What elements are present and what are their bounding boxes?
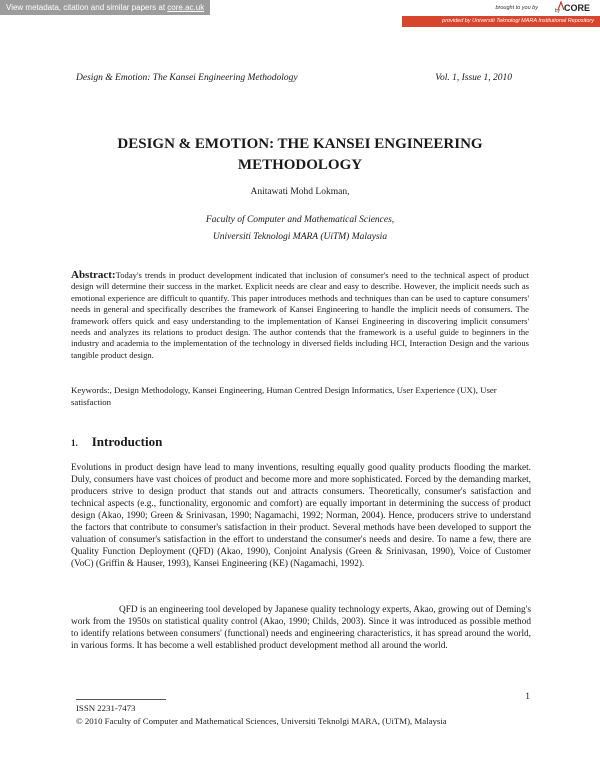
copyright: © 2010 Faculty of Computer and Mathematical Sciences, Universiti Teknolgi MARA, (UiTM), Malaysia xyxy=(76,716,447,726)
issn: ISSN 2231-7473 xyxy=(76,703,136,713)
intro-paragraph-2: QFD is an engineering tool developed by Japanese quality technology experts, Akao, growing out of Deming's work from the 1950s on statistical quality control (Akao, 1990; Childs, 2003). Since it was introduced as possible method to identify relations between consumers' (functional) needs and engineering characteristics, it has spread around the world, in various forms. It has become a well established product development method all around the world. xyxy=(71,605,531,652)
core-link[interactable]: core.ac.uk xyxy=(167,3,205,12)
abstract-label: Abstract: xyxy=(71,269,116,281)
abstract-text: Today's trends in product development indicated that inclusion of consumer's need to the technical aspect of product design will determine their success in the market. Explicit needs are clear and easy to describe. However, the implicit needs such as emotional experience are difficult to quantify. This paper introduces methods and techniques than can be used to capture consumers' needs in general and specifically describes the framework of Kansei Engineering to handle the implicit needs of consumers. The framework offers quick and easy understanding to the implementation of Kansei Engineering in discovering implicit consumers' needs and analyzes its relations to product design. The author contends that the framework is a useful guide to beginners in the industry and academia to the implementation of the technology in diversed fields including HCI, Interaction Design and the various tangible product design. xyxy=(71,270,529,360)
abstract xyxy=(71,270,529,361)
paper-title: DESIGN & EMOTION: THE KANSEI ENGINEERING METHODOLOGY xyxy=(117,136,483,173)
metadata-text: View metadata, citation and similar papers at xyxy=(6,3,168,12)
affiliation-line-1: Faculty of Computer and Mathematical Sciences, xyxy=(205,215,395,225)
brought-to-you-text: brought to you by xyxy=(495,5,538,11)
section-title: Introduction xyxy=(91,434,163,449)
section-heading xyxy=(71,434,162,450)
affiliation-line-2: Universiti Teknologi MARA (UiTM) Malaysia xyxy=(212,232,388,242)
running-header-journal: Design & Emotion: The Kansei Engineering Methodology xyxy=(76,73,298,83)
footer-rule xyxy=(76,699,166,700)
keywords: Keywords:, Design Methodology, Kansei Engineering, Human Centred Design Informatics, User Experience (UX), User satisfaction xyxy=(71,385,497,407)
affiliation xyxy=(70,212,530,246)
metadata-banner[interactable] xyxy=(0,0,210,15)
author-name: Anitawati Mohd Lokman, xyxy=(250,187,350,197)
provided-by-banner[interactable]: provided by Universiti Teknologi MARA Institutional Repository xyxy=(402,16,600,27)
core-logo[interactable]: CORE xyxy=(563,3,590,13)
section-number: 1. xyxy=(71,438,78,448)
page-number: 1 xyxy=(525,692,530,702)
core-by-text: by xyxy=(554,8,560,14)
running-header-volume: Vol. 1, Issue 1, 2010 xyxy=(435,73,512,83)
core-topbar xyxy=(0,0,600,28)
intro-paragraph-1: Evolutions in product design have lead to many inventions, resulting equally good quality products flooding the market. Duly, consumers have vast choices of product and become more and more sophisticated. Forced by the demanding market, producers strive to design product that stands out and attracts consumers. Theoretically, consumer's satisfaction and technical aspects (e.g., functionality, ergonomic and comfort) are equally important in determining the success of product design (Akao, 1990; Green & Srinivasan, 1990; Nagamachi, 1992; Norman, 2004). Hence, producers strive to understand the factors that contribute to consumer's satisfaction in their product. Several methods have been developed to support the valuation of consumer's satisfaction in the effort to understand the consumer's needs and desire. To name a few, there are Quality Function Deployment (QFD) (Akao, 1990), Conjoint Analysis (Green & Srinivasan, 1990), Voice of Customer (VoC) (Griffin & Hauser, 1993), Kansei Engineering (KE) (Nagamachi, 1992). xyxy=(71,463,531,570)
